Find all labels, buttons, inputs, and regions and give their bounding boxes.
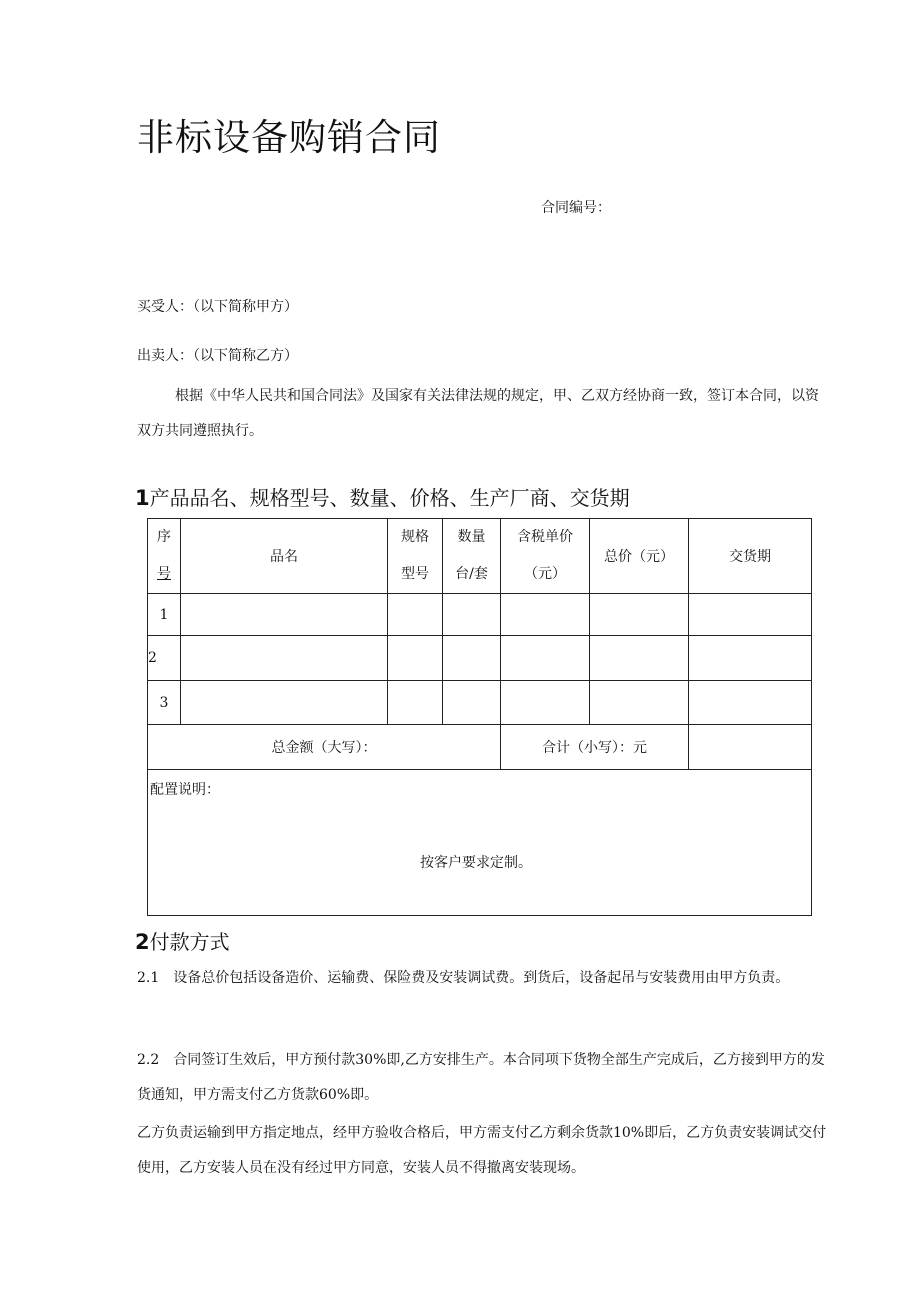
buyer-line: 买受人：（以下简称甲方） [137,299,298,315]
table-row [148,681,812,725]
seller-line: 出卖人：（以下简称乙方） [137,348,298,364]
header-qty-line1: 数量 [457,529,486,545]
header-spec [388,519,443,594]
row-qty-cell [443,681,501,725]
clause-2-2: 2.2 合同签订生效后，甲方预付款30%即,乙方安排生产。本合同项下货物全部生产完成后，乙方接到甲方的发货通知，甲方需支付乙方货款60%即。 [137,1052,825,1103]
total-amount-upper: 总金额（大写）： [148,725,501,770]
row-name-cell [181,636,388,681]
total-amount-value-cell [689,725,812,770]
row-delivery-cell [689,681,812,725]
row-spec-cell [388,594,443,636]
config-cell [148,770,812,916]
header-seq-line1: 序 [157,529,171,545]
header-qty [443,519,501,594]
row-unit-price-cell [501,636,590,681]
header-spec-line2: 型号 [401,566,429,582]
header-name: 品名 [181,519,388,594]
row-qty-cell [443,594,501,636]
clause-2-2-continued: 乙方负责运输到甲方指定地点，经甲方验收合格后，甲方需支付乙方剩余货款10%即后，乙方负责安装调试交付使用，乙方安装人员在没有经过甲方同意，安装人员不得撤离安装现场。 [137,1125,827,1176]
header-spec-line1: 规格 [401,529,429,545]
header-unit-price-line1: 含税单价 [517,529,573,545]
section-1-number: 1 [135,486,150,510]
row-total-cell [590,681,689,725]
table-row [148,636,812,681]
header-qty-line2: 台/套 [455,566,488,582]
clause-2-1: 2.1 设备总价包括设备造价、运输费、保险费及安装调试费。到货后，设备起吊与安装费用由甲方负责。 [137,970,790,986]
row-delivery-cell [689,594,812,636]
header-seq-line2: 号 [157,566,171,582]
preamble-paragraph: 根据《中华人民共和国合同法》及国家有关法律法规的规定，甲、乙双方经协商一致，签订本合同，以资双方共同遵照执行。 [137,388,819,439]
row-seq: 2 [148,636,181,681]
section-2-heading [135,926,230,955]
row-seq: 1 [148,594,181,636]
header-delivery: 交货期 [689,519,812,594]
page-title: 非标设备购销合同 [137,116,441,159]
row-delivery-cell [689,636,812,681]
total-amount-lower: 合计（小写）：元 [501,725,689,770]
header-unit-price-line2: （元） [524,566,566,582]
table-row [148,594,812,636]
section-1-heading [135,482,630,511]
row-name-cell [181,681,388,725]
row-total-cell [590,636,689,681]
row-name-cell [181,594,388,636]
table-total-row [148,725,812,770]
row-spec-cell [388,636,443,681]
row-spec-cell [388,681,443,725]
row-unit-price-cell [501,681,590,725]
contract-number-label: 合同编号： [541,200,611,216]
section-2-title: 付款方式 [149,930,230,954]
header-total: 总价（元） [590,519,689,594]
row-total-cell [590,594,689,636]
row-unit-price-cell [501,594,590,636]
section-2-number: 2 [135,930,150,954]
product-table [147,518,812,916]
table-header-row [148,519,812,594]
section-1-title: 产品品名、规格型号、数量、价格、生产厂商、交货期 [149,486,630,510]
row-qty-cell [443,636,501,681]
header-unit-price [501,519,590,594]
header-seq [148,519,181,594]
config-text: 按客户要求定制。 [420,855,532,871]
row-seq: 3 [148,681,181,725]
config-label: 配置说明： [150,782,220,798]
table-config-row [148,770,812,916]
